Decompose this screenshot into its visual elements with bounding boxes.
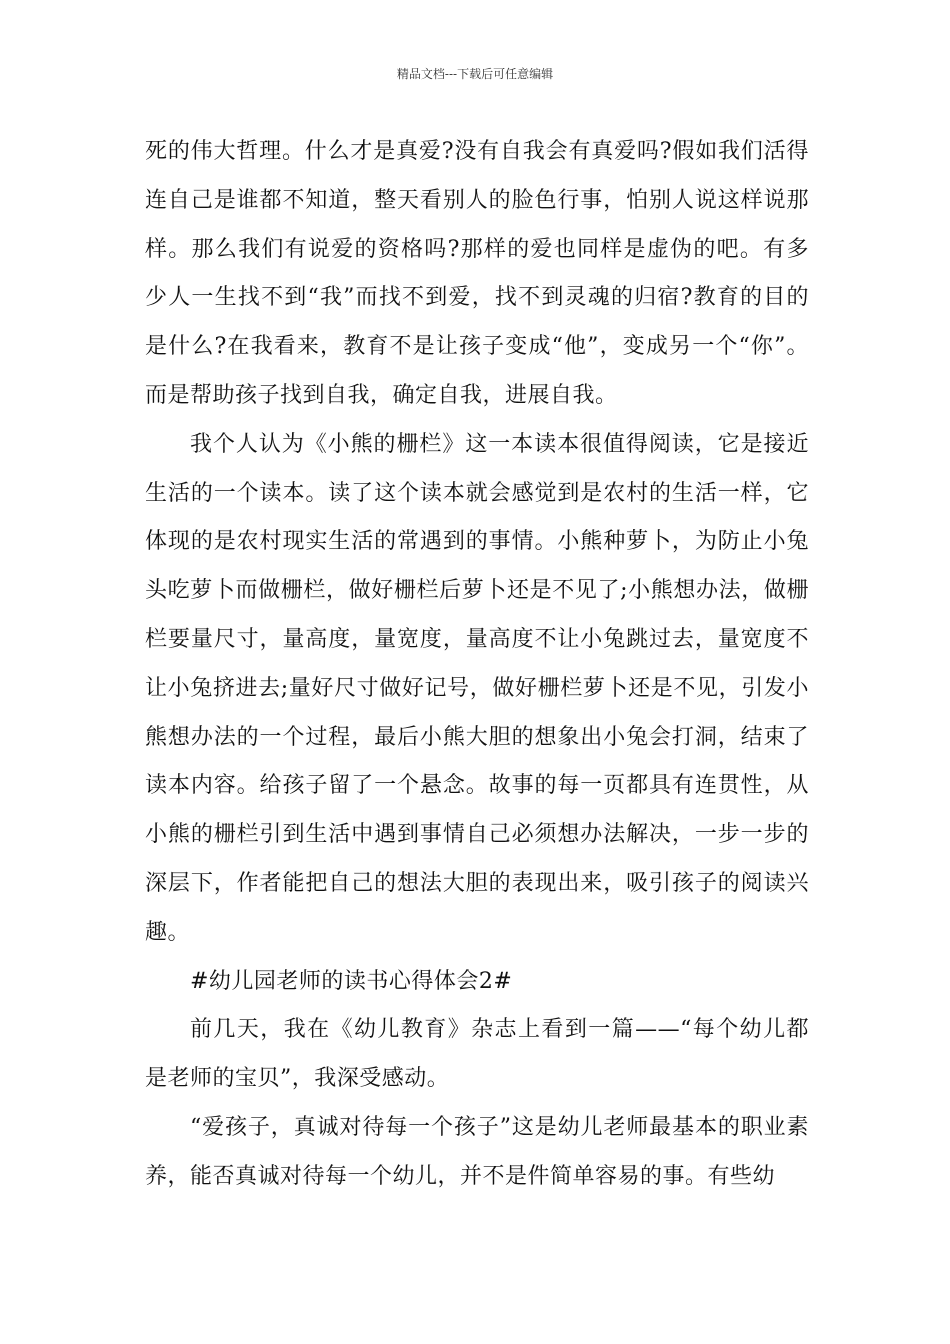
paragraph-bear-fence: 我个人认为《小熊的栅栏》这一本读本很值得阅读，它是接近生活的一个读本。读了这个读本就会感觉到是农村的生活一样，它体现的是农村现实生活的常遇到的事情。小熊种萝卜，为防止小兔头吃萝卜而做栅栏，做好栅栏后萝卜还是不见了;小熊想办法，做栅栏要量尺寸，量高度，量宽度，量高度不让小兔跳过去，量宽度不让小兔挤进去;量好尺寸做好记号，做好栅栏萝卜还是不见，引发小熊想办法的一个过程，最后小熊大胆的想象出小兔会打洞，结束了读本内容。给孩子留了一个悬念。故事的每一页都具有连贯性，从小熊的栅栏引到生活中遇到事情自己必须想办法解决，一步一步的深层下，作者能把自己的想法大胆的表现出来，吸引孩子的阅读兴趣。 xyxy=(145,431,809,945)
section-heading: #幼儿园老师的读书心得体会2# xyxy=(190,968,513,994)
paragraph-continuation: 死的伟大哲理。什么才是真爱?没有自我会有真爱吗?假如我们活得连自己是谁都不知道，整天看别人的脸色行事，怕别人说这样说那样。那么我们有说爱的资格吗?那样的爱也同样是虚伪的吧。有多少人一生找不到“我”而找不到爱，找不到灵魂的归宿?教育的目的是什么?在我看来，教育不是让孩子变成“他”，变成另一个“你”。而是帮助孩子找到自我，确定自我，进展自我。 xyxy=(145,139,809,408)
paragraph-love-children: “爱孩子，真诚对待每一个孩子”这是幼儿老师最基本的职业素养，能否真诚对待每一个幼儿，并不是件简单容易的事。有些幼 xyxy=(145,1114,809,1189)
document-body xyxy=(145,128,809,1202)
page-header: 精品文档---下载后可任意编辑 xyxy=(396,67,554,81)
paragraph-magazine: 前几天，我在《幼儿教育》杂志上看到一篇——“每个幼儿都是老师的宝贝”，我深受感动。 xyxy=(145,1017,809,1092)
